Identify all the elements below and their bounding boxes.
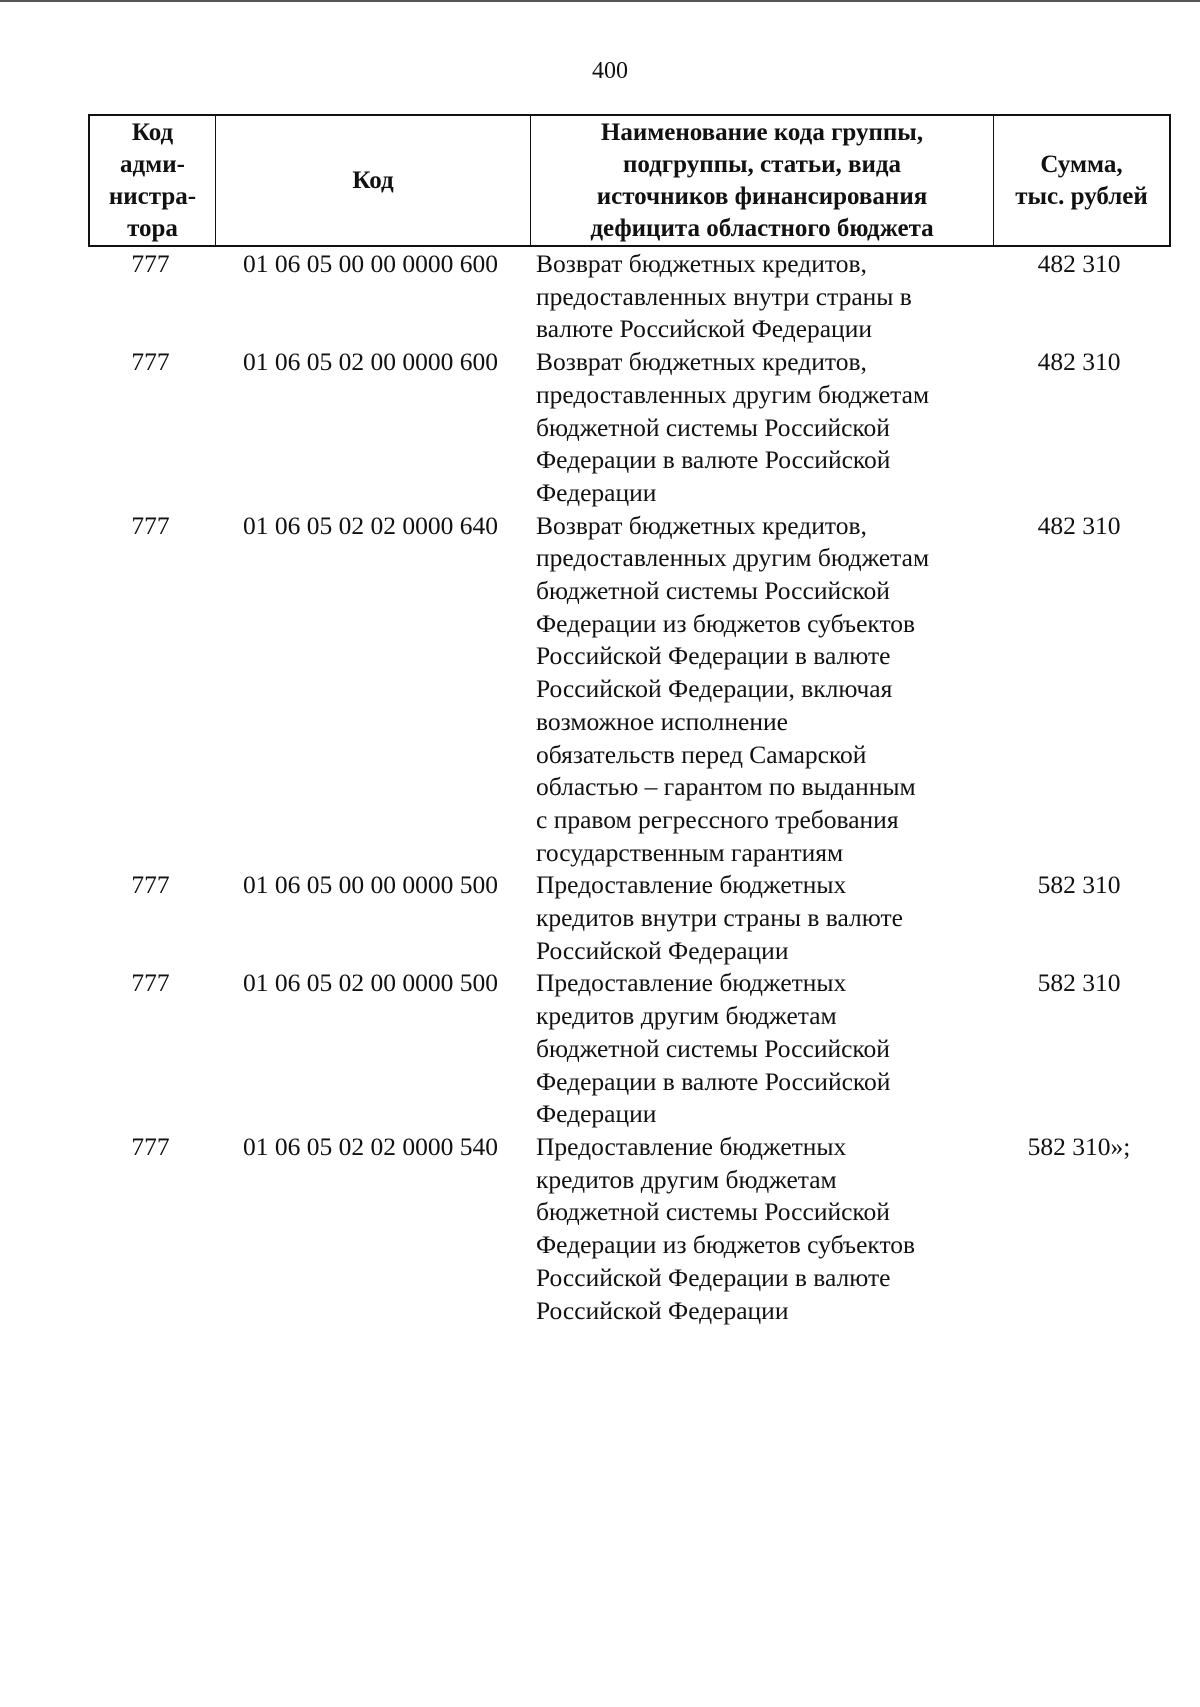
- name-line: Российской Федерации в валюте: [536, 641, 891, 671]
- header-text-line: подгруппы, статьи, вида: [622, 150, 902, 178]
- name-line: Предоставление бюджетных: [536, 870, 847, 900]
- name-line: кредитов другим бюджетам: [536, 1001, 837, 1031]
- name-line: Предоставление бюджетных: [536, 968, 847, 998]
- header-name: [530, 116, 993, 245]
- name-line: предоставленных внутри страны в: [536, 281, 912, 311]
- name-line: Российской Федерации, включая: [536, 674, 893, 704]
- header-text-line: Код: [352, 166, 394, 194]
- name-line: Федерации: [536, 477, 657, 507]
- name-line: Федерации из бюджетов субъектов: [536, 608, 916, 638]
- admin-code-cell: 777: [131, 1131, 170, 1161]
- name-line: государственным гарантиям: [536, 837, 844, 867]
- name-line: Российской Федерации: [536, 1295, 789, 1325]
- name-cell: [528, 1131, 991, 1327]
- budget-code-cell: 01 06 05 02 02 0000 540: [243, 1131, 498, 1161]
- header-admin-code: [90, 116, 215, 245]
- table-row: [88, 1131, 1171, 1327]
- name-cell: [528, 510, 991, 870]
- admin-code-cell: 777: [131, 510, 170, 540]
- name-line: Федерации в валюте Российской: [536, 1066, 891, 1096]
- budget-code-cell: 01 06 05 02 00 0000 500: [243, 968, 498, 998]
- sum-cell: 582 310: [1037, 870, 1121, 900]
- budget-code-cell: 01 06 05 02 02 0000 640: [243, 510, 498, 540]
- name-line: предоставленных другим бюджетам: [536, 379, 930, 409]
- admin-code-cell: 777: [131, 870, 170, 900]
- table-row: [88, 967, 1171, 1131]
- sum-cell: 482 310: [1037, 249, 1121, 278]
- name-cell: [528, 869, 991, 967]
- sum-cell: 482 310: [1037, 510, 1121, 540]
- sum-cell: 582 310»;: [1027, 1131, 1131, 1161]
- header-admin-code-text: [109, 117, 196, 245]
- top-edge-rule: [0, 0, 1200, 2]
- page-number: 400: [592, 58, 628, 84]
- name-line: Федерации: [536, 1099, 657, 1129]
- name-line: Федерации в валюте Российской: [536, 445, 891, 475]
- name-cell: [528, 967, 991, 1131]
- header-text-line: источников финансирования: [596, 182, 928, 210]
- header-sum-text: [1015, 149, 1148, 213]
- header-text-line: тыс. рублей: [1015, 182, 1148, 210]
- name-cell: [528, 346, 991, 510]
- budget-code-cell: 01 06 05 00 00 0000 500: [243, 870, 498, 900]
- header-sum: [993, 116, 1169, 245]
- table-row: [88, 510, 1171, 870]
- budget-code-cell: 01 06 05 00 00 0000 600: [243, 249, 498, 278]
- name-line: бюджетной системы Российской: [536, 1033, 890, 1063]
- admin-code-cell: 777: [131, 347, 170, 377]
- name-line: бюджетной системы Российской: [536, 576, 890, 606]
- table-header: [88, 114, 1171, 247]
- header-text-line: тора: [127, 214, 178, 242]
- name-line: Российской Федерации: [536, 935, 789, 965]
- budget-code-cell: 01 06 05 02 00 0000 600: [243, 347, 498, 377]
- admin-code-cell: 777: [131, 249, 170, 278]
- sum-cell: 482 310: [1037, 347, 1121, 377]
- header-text-line: адми-: [120, 150, 185, 178]
- table-row: [88, 346, 1171, 510]
- name-line: Предоставление бюджетных: [536, 1131, 847, 1161]
- name-line: Возврат бюджетных кредитов,: [536, 347, 867, 377]
- name-cell: [528, 248, 991, 346]
- name-line: кредитов другим бюджетам: [536, 1164, 837, 1194]
- table-body: [88, 248, 1171, 1327]
- header-text-line: Сумма,: [1040, 150, 1123, 178]
- header-text-line: нистра-: [108, 182, 197, 210]
- header-text-line: Код: [131, 118, 174, 146]
- name-line: с правом регрессного требования: [536, 804, 899, 834]
- name-line: Возврат бюджетных кредитов,: [536, 249, 867, 278]
- header-text-line: дефицита областного бюджета: [590, 214, 934, 242]
- table-row: [88, 248, 1171, 346]
- name-line: бюджетной системы Российской: [536, 412, 890, 442]
- table-row: [88, 869, 1171, 967]
- header-code: [215, 116, 530, 245]
- name-line: обязательств перед Самарской: [536, 739, 867, 769]
- name-line: кредитов внутри страны в валюте: [536, 903, 903, 933]
- name-line: Российской Федерации в валюте: [536, 1262, 891, 1292]
- header-code-text: [352, 165, 393, 197]
- name-line: предоставленных другим бюджетам: [536, 543, 930, 573]
- name-line: бюджетной системы Российской: [536, 1197, 890, 1227]
- name-line: валюте Российской Федерации: [536, 314, 872, 344]
- header-text-line: Наименование кода группы,: [600, 118, 924, 146]
- header-name-text: [590, 117, 933, 245]
- name-line: областью – гарантом по выданным: [536, 772, 916, 802]
- name-line: возможное исполнение: [536, 706, 788, 736]
- name-line: Федерации из бюджетов субъектов: [536, 1230, 916, 1260]
- sum-cell: 582 310: [1037, 968, 1121, 998]
- admin-code-cell: 777: [131, 968, 170, 998]
- name-line: Возврат бюджетных кредитов,: [536, 510, 867, 540]
